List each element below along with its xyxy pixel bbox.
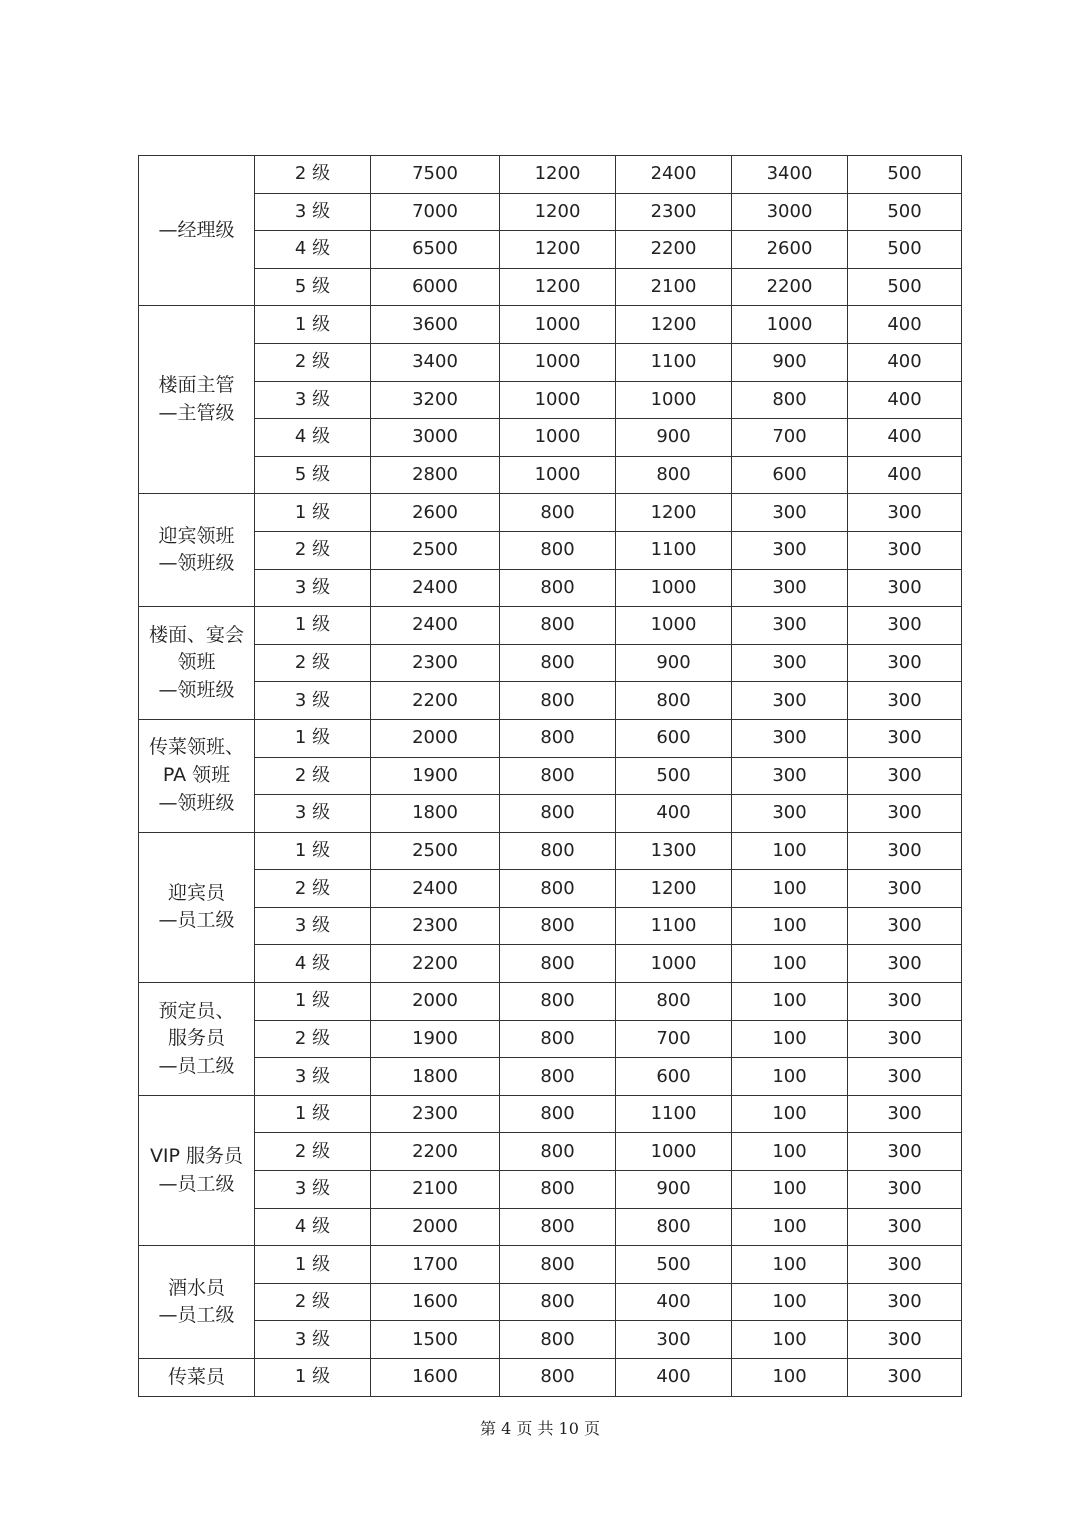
- amount-cell: 800: [500, 757, 616, 795]
- amount-cell: 300: [848, 1171, 962, 1209]
- amount-cell: 3400: [732, 156, 848, 194]
- table-row: [139, 306, 962, 344]
- amount-cell: 800: [500, 644, 616, 682]
- level-cell: 4 级: [255, 945, 371, 983]
- amount-cell: 1100: [616, 343, 732, 381]
- amount-cell: 1000: [616, 569, 732, 607]
- position-group-cell: —经理级: [139, 156, 255, 306]
- amount-cell: 800: [500, 945, 616, 983]
- amount-cell: 1500: [371, 1321, 500, 1359]
- amount-cell: 1000: [500, 419, 616, 457]
- table-row: [139, 1283, 962, 1321]
- position-group-cell: 楼面、宴会 领班 —领班级: [139, 607, 255, 720]
- amount-cell: 2300: [371, 1095, 500, 1133]
- level-cell: 1 级: [255, 832, 371, 870]
- amount-cell: 1000: [500, 381, 616, 419]
- table-row: [139, 1020, 962, 1058]
- amount-cell: 300: [848, 1208, 962, 1246]
- level-cell: 4 级: [255, 419, 371, 457]
- salary-table: [138, 155, 962, 1397]
- amount-cell: 300: [732, 757, 848, 795]
- amount-cell: 800: [500, 1058, 616, 1096]
- level-cell: 1 级: [255, 1246, 371, 1284]
- level-cell: 1 级: [255, 494, 371, 532]
- level-cell: 3 级: [255, 569, 371, 607]
- level-cell: 3 级: [255, 795, 371, 833]
- amount-cell: 2800: [371, 456, 500, 494]
- amount-cell: 800: [500, 1246, 616, 1284]
- level-cell: 2 级: [255, 531, 371, 569]
- amount-cell: 2400: [371, 569, 500, 607]
- table-row: [139, 832, 962, 870]
- amount-cell: 2000: [371, 983, 500, 1021]
- amount-cell: 1000: [616, 1133, 732, 1171]
- table-row: [139, 1208, 962, 1246]
- amount-cell: 1000: [616, 945, 732, 983]
- amount-cell: 300: [848, 494, 962, 532]
- table-row: [139, 456, 962, 494]
- table-row: [139, 1095, 962, 1133]
- amount-cell: 300: [848, 1133, 962, 1171]
- table-row: [139, 343, 962, 381]
- amount-cell: 3000: [732, 193, 848, 231]
- position-group-cell: 预定员、 服务员 —员工级: [139, 983, 255, 1096]
- table-row: [139, 870, 962, 908]
- amount-cell: 300: [848, 531, 962, 569]
- amount-cell: 800: [500, 1020, 616, 1058]
- amount-cell: 600: [616, 719, 732, 757]
- amount-cell: 800: [500, 1133, 616, 1171]
- table-row: [139, 531, 962, 569]
- amount-cell: 3400: [371, 343, 500, 381]
- amount-cell: 300: [848, 1020, 962, 1058]
- amount-cell: 2600: [371, 494, 500, 532]
- amount-cell: 600: [616, 1058, 732, 1096]
- position-group-cell: VIP 服务员 —员工级: [139, 1095, 255, 1245]
- amount-cell: 2300: [616, 193, 732, 231]
- amount-cell: 2200: [732, 268, 848, 306]
- amount-cell: 1000: [616, 607, 732, 645]
- amount-cell: 3200: [371, 381, 500, 419]
- amount-cell: 300: [848, 1321, 962, 1359]
- amount-cell: 900: [616, 419, 732, 457]
- amount-cell: 500: [848, 231, 962, 269]
- amount-cell: 100: [732, 1359, 848, 1397]
- level-cell: 5 级: [255, 268, 371, 306]
- amount-cell: 900: [732, 343, 848, 381]
- table-row: [139, 757, 962, 795]
- amount-cell: 300: [848, 795, 962, 833]
- table-row: [139, 381, 962, 419]
- level-cell: 2 级: [255, 1020, 371, 1058]
- amount-cell: 100: [732, 1133, 848, 1171]
- position-group-cell: 酒水员 —员工级: [139, 1246, 255, 1359]
- amount-cell: 300: [732, 795, 848, 833]
- amount-cell: 100: [732, 832, 848, 870]
- amount-cell: 1100: [616, 531, 732, 569]
- amount-cell: 1300: [616, 832, 732, 870]
- amount-cell: 1200: [616, 306, 732, 344]
- amount-cell: 100: [732, 1246, 848, 1284]
- amount-cell: 300: [732, 569, 848, 607]
- level-cell: 5 级: [255, 456, 371, 494]
- amount-cell: 500: [616, 757, 732, 795]
- amount-cell: 500: [848, 268, 962, 306]
- amount-cell: 300: [848, 682, 962, 720]
- amount-cell: 300: [848, 644, 962, 682]
- amount-cell: 800: [732, 381, 848, 419]
- amount-cell: 800: [616, 1208, 732, 1246]
- amount-cell: 800: [500, 832, 616, 870]
- level-cell: 3 级: [255, 682, 371, 720]
- level-cell: 2 级: [255, 156, 371, 194]
- amount-cell: 500: [848, 193, 962, 231]
- amount-cell: 1200: [616, 870, 732, 908]
- level-cell: 2 级: [255, 757, 371, 795]
- amount-cell: 300: [732, 719, 848, 757]
- amount-cell: 100: [732, 1058, 848, 1096]
- amount-cell: 900: [616, 1171, 732, 1209]
- amount-cell: 1800: [371, 795, 500, 833]
- amount-cell: 1000: [500, 343, 616, 381]
- table-row: [139, 193, 962, 231]
- table-row: [139, 231, 962, 269]
- amount-cell: 2500: [371, 531, 500, 569]
- amount-cell: 3600: [371, 306, 500, 344]
- level-cell: 2 级: [255, 1283, 371, 1321]
- amount-cell: 300: [732, 494, 848, 532]
- level-cell: 3 级: [255, 193, 371, 231]
- amount-cell: 800: [500, 1095, 616, 1133]
- table-row: [139, 682, 962, 720]
- level-cell: 1 级: [255, 1359, 371, 1397]
- level-cell: 4 级: [255, 1208, 371, 1246]
- amount-cell: 2400: [371, 870, 500, 908]
- amount-cell: 400: [848, 456, 962, 494]
- amount-cell: 800: [500, 719, 616, 757]
- salary-table-body: [139, 156, 962, 1397]
- amount-cell: 800: [500, 569, 616, 607]
- position-group-cell: 迎宾领班 —领班级: [139, 494, 255, 607]
- level-cell: 3 级: [255, 1171, 371, 1209]
- amount-cell: 1000: [500, 306, 616, 344]
- amount-cell: 400: [848, 306, 962, 344]
- level-cell: 4 级: [255, 231, 371, 269]
- amount-cell: 800: [500, 1359, 616, 1397]
- amount-cell: 100: [732, 1283, 848, 1321]
- amount-cell: 800: [500, 795, 616, 833]
- level-cell: 1 级: [255, 306, 371, 344]
- amount-cell: 1000: [500, 456, 616, 494]
- amount-cell: 100: [732, 1020, 848, 1058]
- amount-cell: 800: [500, 1321, 616, 1359]
- table-row: [139, 1171, 962, 1209]
- amount-cell: 500: [616, 1246, 732, 1284]
- table-row: [139, 945, 962, 983]
- amount-cell: 800: [500, 607, 616, 645]
- amount-cell: 300: [848, 1283, 962, 1321]
- amount-cell: 400: [616, 795, 732, 833]
- amount-cell: 400: [848, 419, 962, 457]
- table-row: [139, 1246, 962, 1284]
- amount-cell: 300: [848, 1246, 962, 1284]
- amount-cell: 300: [848, 1095, 962, 1133]
- amount-cell: 1200: [500, 231, 616, 269]
- amount-cell: 100: [732, 870, 848, 908]
- amount-cell: 300: [616, 1321, 732, 1359]
- level-cell: 2 级: [255, 1133, 371, 1171]
- level-cell: 1 级: [255, 607, 371, 645]
- amount-cell: 800: [500, 682, 616, 720]
- table-row: [139, 569, 962, 607]
- amount-cell: 2200: [616, 231, 732, 269]
- position-group-cell: 传菜员: [139, 1359, 255, 1397]
- level-cell: 2 级: [255, 870, 371, 908]
- amount-cell: 1000: [616, 381, 732, 419]
- amount-cell: 2400: [371, 607, 500, 645]
- amount-cell: 100: [732, 983, 848, 1021]
- amount-cell: 800: [616, 682, 732, 720]
- amount-cell: 1200: [616, 494, 732, 532]
- amount-cell: 1800: [371, 1058, 500, 1096]
- amount-cell: 6500: [371, 231, 500, 269]
- amount-cell: 300: [732, 607, 848, 645]
- amount-cell: 300: [848, 1058, 962, 1096]
- table-row: [139, 1133, 962, 1171]
- amount-cell: 300: [848, 607, 962, 645]
- amount-cell: 2200: [371, 945, 500, 983]
- amount-cell: 1200: [500, 268, 616, 306]
- amount-cell: 1100: [616, 907, 732, 945]
- amount-cell: 300: [732, 531, 848, 569]
- amount-cell: 1700: [371, 1246, 500, 1284]
- amount-cell: 700: [616, 1020, 732, 1058]
- position-group-cell: 迎宾员 —员工级: [139, 832, 255, 982]
- amount-cell: 300: [848, 569, 962, 607]
- amount-cell: 400: [616, 1283, 732, 1321]
- table-row: [139, 607, 962, 645]
- amount-cell: 300: [848, 983, 962, 1021]
- table-row: [139, 494, 962, 532]
- amount-cell: 400: [848, 381, 962, 419]
- amount-cell: 2000: [371, 719, 500, 757]
- amount-cell: 7500: [371, 156, 500, 194]
- amount-cell: 700: [732, 419, 848, 457]
- amount-cell: 400: [848, 343, 962, 381]
- amount-cell: 300: [848, 870, 962, 908]
- amount-cell: 100: [732, 907, 848, 945]
- amount-cell: 2300: [371, 907, 500, 945]
- amount-cell: 2500: [371, 832, 500, 870]
- amount-cell: 2200: [371, 1133, 500, 1171]
- amount-cell: 300: [732, 682, 848, 720]
- amount-cell: 2200: [371, 682, 500, 720]
- amount-cell: 100: [732, 1321, 848, 1359]
- amount-cell: 800: [616, 983, 732, 1021]
- amount-cell: 2100: [371, 1171, 500, 1209]
- table-row: [139, 1058, 962, 1096]
- amount-cell: 1200: [500, 156, 616, 194]
- page-footer: 第 4 页 共 10 页: [480, 1419, 600, 1438]
- level-cell: 1 级: [255, 983, 371, 1021]
- level-cell: 1 级: [255, 719, 371, 757]
- level-cell: 1 级: [255, 1095, 371, 1133]
- amount-cell: 300: [848, 719, 962, 757]
- amount-cell: 800: [500, 1171, 616, 1209]
- table-row: [139, 268, 962, 306]
- amount-cell: 300: [848, 1359, 962, 1397]
- amount-cell: 2000: [371, 1208, 500, 1246]
- level-cell: 3 级: [255, 907, 371, 945]
- amount-cell: 100: [732, 945, 848, 983]
- amount-cell: 1600: [371, 1283, 500, 1321]
- amount-cell: 300: [848, 945, 962, 983]
- amount-cell: 100: [732, 1171, 848, 1209]
- amount-cell: 800: [616, 456, 732, 494]
- table-row: [139, 419, 962, 457]
- table-row: [139, 983, 962, 1021]
- position-group-cell: 楼面主管 —主管级: [139, 306, 255, 494]
- amount-cell: 300: [848, 832, 962, 870]
- amount-cell: 1900: [371, 757, 500, 795]
- table-row: [139, 644, 962, 682]
- table-row: [139, 907, 962, 945]
- amount-cell: 800: [500, 531, 616, 569]
- amount-cell: 2400: [616, 156, 732, 194]
- level-cell: 3 级: [255, 1058, 371, 1096]
- amount-cell: 2100: [616, 268, 732, 306]
- amount-cell: 7000: [371, 193, 500, 231]
- amount-cell: 1000: [732, 306, 848, 344]
- amount-cell: 800: [500, 1283, 616, 1321]
- table-row: [139, 1359, 962, 1397]
- amount-cell: 800: [500, 983, 616, 1021]
- amount-cell: 800: [500, 494, 616, 532]
- amount-cell: 800: [500, 870, 616, 908]
- amount-cell: 300: [848, 907, 962, 945]
- amount-cell: 2300: [371, 644, 500, 682]
- amount-cell: 600: [732, 456, 848, 494]
- amount-cell: 1600: [371, 1359, 500, 1397]
- level-cell: 3 级: [255, 1321, 371, 1359]
- position-group-cell: 传菜领班、 PA 领班 —领班级: [139, 719, 255, 832]
- amount-cell: 500: [848, 156, 962, 194]
- level-cell: 2 级: [255, 644, 371, 682]
- amount-cell: 3000: [371, 419, 500, 457]
- amount-cell: 900: [616, 644, 732, 682]
- amount-cell: 300: [732, 644, 848, 682]
- amount-cell: 300: [848, 757, 962, 795]
- table-row: [139, 156, 962, 194]
- amount-cell: 800: [500, 907, 616, 945]
- amount-cell: 2600: [732, 231, 848, 269]
- amount-cell: 800: [500, 1208, 616, 1246]
- amount-cell: 100: [732, 1208, 848, 1246]
- table-row: [139, 1321, 962, 1359]
- level-cell: 3 级: [255, 381, 371, 419]
- amount-cell: 1200: [500, 193, 616, 231]
- table-row: [139, 795, 962, 833]
- table-row: [139, 719, 962, 757]
- amount-cell: 6000: [371, 268, 500, 306]
- amount-cell: 1100: [616, 1095, 732, 1133]
- level-cell: 2 级: [255, 343, 371, 381]
- amount-cell: 1900: [371, 1020, 500, 1058]
- amount-cell: 400: [616, 1359, 732, 1397]
- amount-cell: 100: [732, 1095, 848, 1133]
